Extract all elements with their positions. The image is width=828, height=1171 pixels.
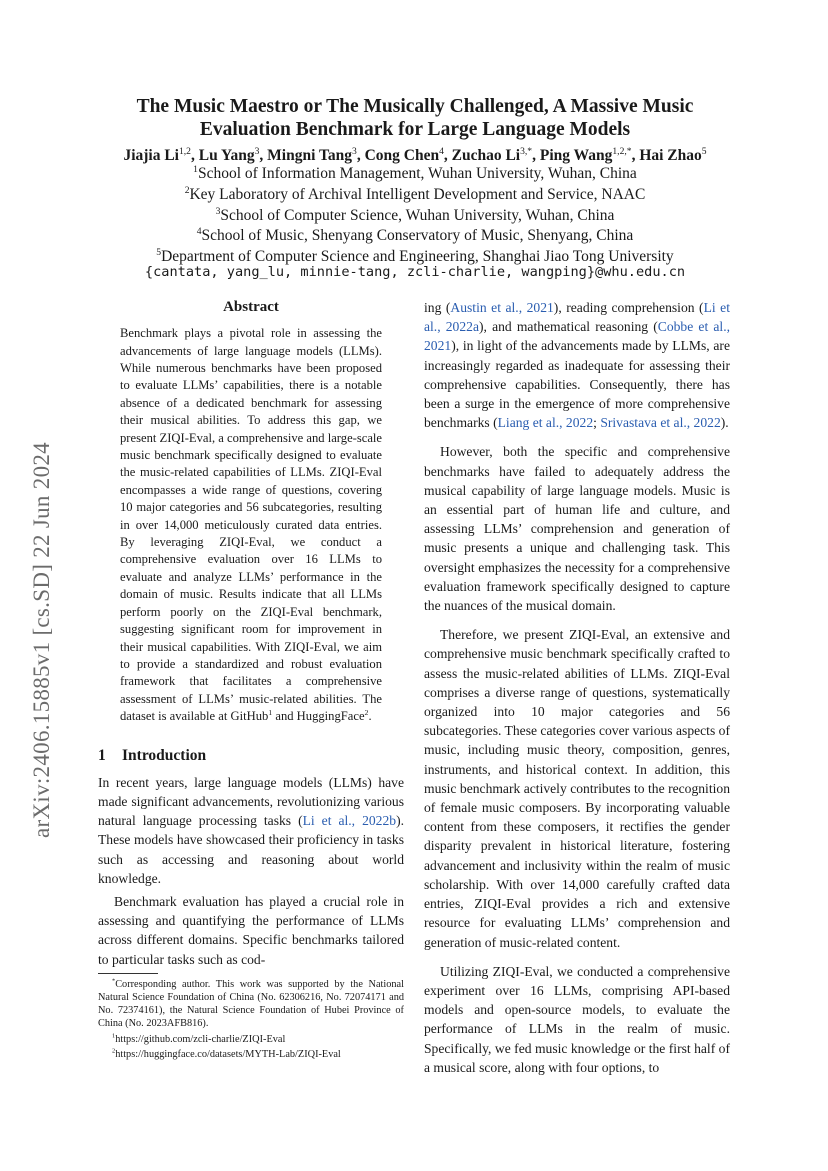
abstract-heading: Abstract: [223, 299, 279, 315]
affiliation: $^4$School of Music, Shenyang Conservatory of Music, Shenyang, China: [196, 226, 634, 245]
footnotes: [98, 978, 404, 1061]
affiliation: $^3$School of Computer Science, Wuhan University, Wuhan, China: [215, 205, 615, 224]
author: Lu Yang$^3$,: [198, 145, 268, 164]
footnote-1: $^1$https://github.com/zcli-charlie/ZIQI-Eval: [112, 1032, 286, 1045]
citation-link[interactable]: Austin et al., 2021: [450, 300, 554, 315]
body-paragraph-2: However, both the specific and comprehensive benchmarks have failed to adequately address the musical capability of large language models. Music is an essential part of human life and culture, and assessing LLMs’ comprehension and generation of music presents a unique and challenging task. This oversight emphasizes the necessity for a comprehensive evaluation framework specifically designed to capture the nuances of the musical domain.: [424, 444, 730, 614]
footnote-corresponding: *Corresponding author. This work was supported by the National Natural Science Foundation of China (No. 62306216, No. 72074171 and No. 72374161), the Natural Science Foundation of Hubei Province of China (No. 2023AFB816).: [98, 977, 404, 1030]
author-emails: {cantata, yang_lu, minnie-tang, zcli-charlie, wangping}@whu.edu.cn: [144, 264, 686, 280]
huggingface-url-link[interactable]: https://huggingface.co/datasets/MYTH-Lab/ZIQI-Eval: [115, 1048, 341, 1060]
author: Hai Zhao$^5$: [639, 145, 707, 164]
github-url-link[interactable]: https://github.com/zcli-charlie/ZIQI-Eval: [115, 1033, 286, 1045]
arxiv-identifier: arXiv:2406.15885v1 [cs.SD] 22 Jun 2024: [29, 442, 54, 838]
author-list: [80, 147, 750, 165]
affiliation: $^2$Key Laboratory of Archival Intelligent Development and Service, NAAC: [184, 184, 646, 203]
title-line-2: Evaluation Benchmark for Large Language Models: [199, 119, 631, 140]
author: Mingni Tang$^3$,: [267, 145, 365, 164]
author: Jiajia Li$^{1,2}$,: [123, 145, 199, 164]
citation-link[interactable]: Srivastava et al., 2022: [600, 415, 721, 431]
paper-title: [90, 95, 740, 141]
footnote-rule: [98, 973, 158, 974]
citation-link[interactable]: Cobbe et al., 2021: [424, 319, 730, 354]
intro-paragraph-2: Benchmark evaluation has played a crucial role in assessing and quantifying the performance of LLMs across different domains. Specific benchmarks tailored to particular tasks such as cod-: [98, 893, 404, 967]
right-column: [424, 298, 730, 1087]
body-paragraph-4: Utilizing ZIQI-Eval, we conducted a comprehensive experiment over 16 LLMs, comprising API-based models and open-source models, to evaluate the performance of LLMs in the realm of music. Specifically, we fed music knowledge or the first half of a musical score, along with four options, to: [424, 963, 730, 1075]
abstract-body: Benchmark plays a pivotal role in assessing the advancements of large language models (LLMs). While numerous benchmarks have been proposed to evaluate LLMs’ capabilities, there is a notable absence of a dedicated benchmark for assessing their musical abilities. To address this gap, we present ZIQI-Eval, a comprehensive and large-scale music benchmark specifically designed to evaluate the music-related capabilities of LLMs. ZIQI-Eval encompasses a wide range of questions, covering 10 major categories and 56 subcategories, resulting in over 14,000 meticulously curated data entries. By leveraging ZIQI-Eval, we conduct a comprehensive evaluation over 16 LLMs to evaluate and analyze LLMs’ performance in the domain of music. Results indicate that all LLMs perform poorly on the ZIQI-Eval benchmark, suggesting significant room for improvement in their musical capabilities. With ZIQI-Eval, we aim to provide a standardized and robust evaluation framework that facilitates a comprehensive assessment of LLMs’ music-related abilities. The dataset is available at GitHub$^1$ and HuggingFace$^2$.: [120, 326, 383, 724]
author: Cong Chen$^4$,: [364, 145, 452, 164]
intro-paragraph-1: In recent years, large language models (LLMs) have made significant advancements, revolutionizing various natural language processing tasks (Li et al., 2022b). These models have showcased their proficiency in tasks such as accessing and reasoning about world knowledge.: [98, 774, 404, 886]
author: Zuchao $Li^{3,*}$,: [451, 145, 540, 164]
title-line-1: The Music Maestro or The Musically Challenged, A Massive Music: [136, 96, 694, 117]
footnote-2: $^2$https://huggingface.co/datasets/MYTH-Lab/ZIQI-Eval: [112, 1047, 341, 1060]
affiliation: $^1$School of Information Management, Wuhan University, Wuhan, China: [193, 163, 637, 182]
affiliation: $^5$Department of Computer Science and Engineering, Shanghai Jiao Tong University: [156, 247, 674, 266]
body-paragraph-1: ing (Austin et al., 2021), reading comprehension (Li et al., 2022a), and mathematical reasoning (Cobbe et al., 2021), in light of the advancements made by LLMs, are increasingly regarded as inadequate for assessing their comprehensive capabilities. Consequently, there has been a surge in the emergence of more comprehensive benchmarks (Liang et al., 2022; Srivastava et al., 2022).: [424, 300, 730, 431]
citation-link[interactable]: Li et al., 2022b: [302, 813, 397, 829]
left-column: [98, 298, 404, 1061]
body-paragraph-3: Therefore, we present ZIQI-Eval, an extensive and comprehensive music benchmark specifically crafted to assess the music-related abilities of LLMs. ZIQI-Eval comprises a diverse range of questions, systematically organized into 10 major categories and 56 subcategories. These categories cover various aspects of music, including music theory, composition, genres, instruments, and historical context. In addition, this music benchmark actively contributes to the recognition of female music composers. By incorporating valuable content from these composers, it rectifies the gender disparity prevalent in historical literature, fostering advancement and inclusivity within the realm of music scholarship. With over 14,000 carefully crafted data entries, ZIQI-Eval provides a rich and extensive resource for evaluating LLMs’ comprehension and generation of music-related content.: [424, 627, 730, 950]
huggingface-link[interactable]: and HuggingFace: [272, 709, 365, 724]
author: Ping Wang$^{1,2,*}$,: [539, 145, 640, 164]
section-heading-introduction: 1 Introduction: [98, 746, 207, 764]
citation-link[interactable]: Liang et al., 2022: [497, 415, 594, 431]
github-link[interactable]: GitHub: [230, 709, 269, 724]
abstract-links: GitHub$^1$ and HuggingFace$^2$.: [230, 707, 372, 724]
citation-link[interactable]: Li et al., 2022a: [424, 300, 730, 335]
affiliation-list: [80, 164, 750, 268]
